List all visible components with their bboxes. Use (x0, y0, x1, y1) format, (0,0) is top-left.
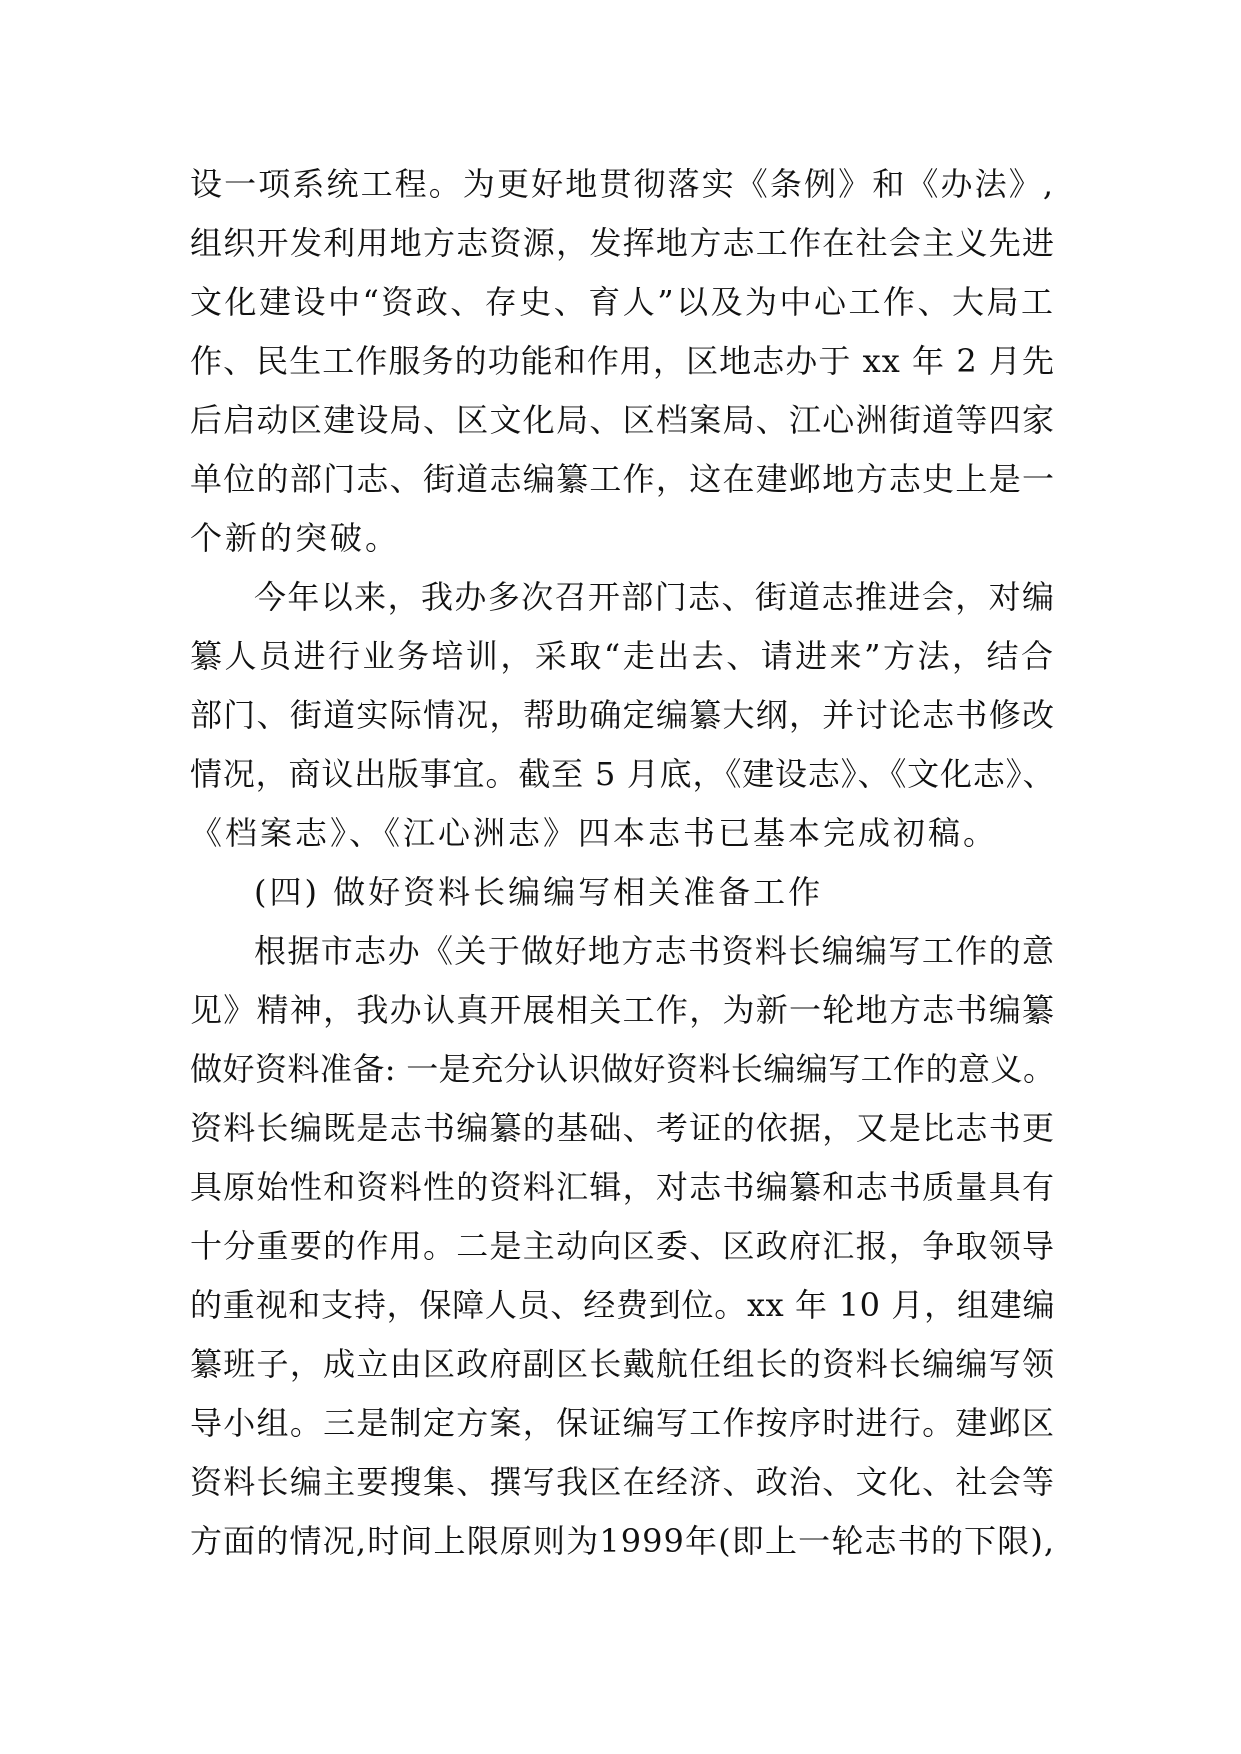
text-line: 具原始性和资料性的资料汇辑，对志书编纂和志书质量具有 (190, 1168, 1055, 1206)
body-text (190, 155, 1055, 1571)
text-line: 情况，商议出版事宜。截至 5 月底，《建设志》、《文化志》、 (190, 755, 1055, 793)
text-line: 后启动区建设局、区文化局、区档案局、江心洲街道等四家 (190, 401, 1055, 439)
text-line: 资料长编既是志书编纂的基础、考证的依据，又是比志书更 (190, 1109, 1055, 1147)
text-line: 单位的部门志、街道志编纂工作，这在建邺地方志史上是一 (190, 460, 1055, 498)
text-line: 部门、街道实际情况，帮助确定编纂大纲，并讨论志书修改 (190, 696, 1055, 734)
text-line: 文化建设中“资政、存史、育人”以及为中心工作、大局工 (190, 283, 1055, 321)
text-line: 今年以来，我办多次召开部门志、街道志推进会，对编 (254, 578, 1055, 616)
text-line: 方面的情况,时间上限原则为1999年(即上一轮志书的下限), (190, 1522, 1055, 1560)
text-line: 见》精神，我办认真开展相关工作，为新一轮地方志书编纂 (190, 991, 1055, 1029)
text-line: 十分重要的作用。二是主动向区委、区政府汇报，争取领导 (190, 1227, 1055, 1265)
text-line: 组织开发利用地方志资源，发挥地方志工作在社会主义先进 (190, 224, 1055, 262)
text-line: 纂班子，成立由区政府副区长戴航任组长的资料长编编写领 (190, 1345, 1055, 1383)
text-line: 作、民生工作服务的功能和作用，区地志办于 xx 年 2 月先 (190, 342, 1055, 380)
text-line: 做好资料准备: 一是充分认识做好资料长编编写工作的意义。 (190, 1050, 1055, 1088)
text-line: 纂人员进行业务培训，采取“走出去、请进来”方法，结合 (190, 637, 1055, 675)
text-line: 设一项系统工程。为更好地贯彻落实《条例》和《办法》, (190, 165, 1055, 203)
text-line: 资料长编主要搜集、撰写我区在经济、政治、文化、社会等 (190, 1463, 1055, 1501)
text-line: (四) 做好资料长编编写相关准备工作 (254, 873, 824, 911)
text-line: 个新的突破。 (190, 519, 401, 557)
text-line: 的重视和支持，保障人员、经费到位。xx 年 10 月，组建编 (190, 1286, 1055, 1324)
text-line: 《档案志》、《江心洲志》四本志书已基本完成初稿。 (190, 814, 999, 852)
text-line: 导小组。三是制定方案，保证编写工作按序时进行。建邺区 (190, 1404, 1055, 1442)
text-line: 根据市志办《关于做好地方志书资料长编编写工作的意 (254, 932, 1055, 970)
